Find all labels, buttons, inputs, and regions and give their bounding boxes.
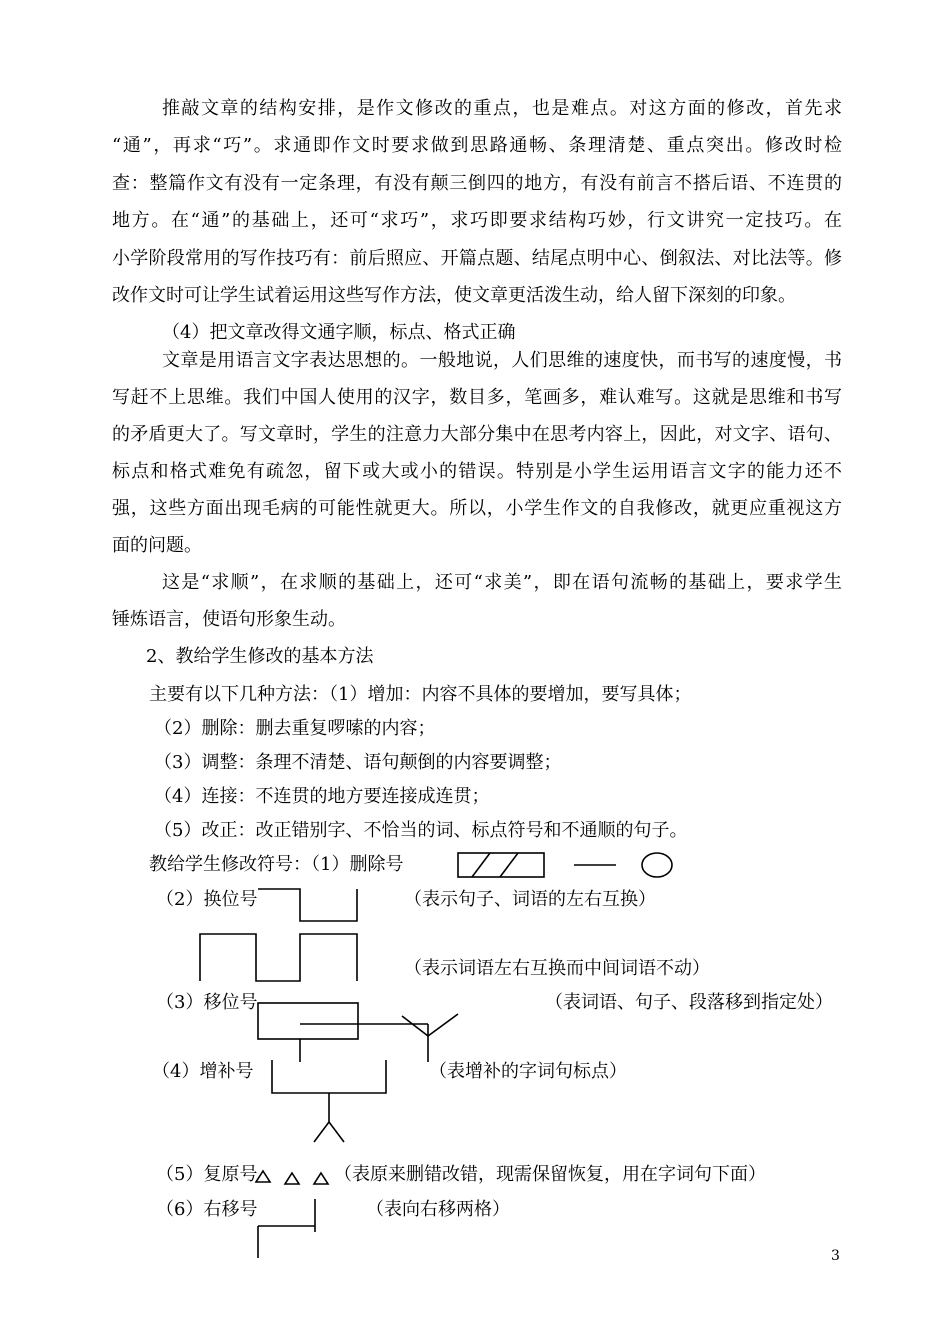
move-label: （3）移位号: [156, 992, 258, 1013]
swap-mark-icon: [258, 889, 357, 921]
method-line: （5）改正：改正错别字、不恰当的词、标点符号和不通顺的句子。: [154, 820, 688, 841]
paragraph-line: 小学阶段常用的写作技巧有：前后照应、开篇点题、结尾点明中心、倒叙法、对比法等。修: [112, 248, 842, 269]
right-shift-mark-icon: [258, 1199, 315, 1258]
paragraph-line: 强，这些方面出现毛病的可能性就更大。所以，小学生作文的自我修改，就更应重视这方: [112, 498, 842, 519]
swap-middle-mark-icon: [200, 934, 357, 981]
paragraph-line: 面的问题。: [112, 535, 202, 556]
paragraph-line: 推敲文章的结构安排，是作文修改的重点，也是难点。对这方面的修改，首先求: [162, 98, 842, 119]
paragraph-line: 的矛盾更大了。写文章时，学生的注意力大部分集中在思考内容上，因此，对文字、语句、: [112, 424, 842, 445]
insert-label: （4）增补号: [152, 1061, 254, 1082]
paragraph-line: 锤炼语言，使语句形象生动。: [112, 609, 346, 630]
paragraph-line: 地方。在“通”的基础上，还可“求巧”，求巧即要求结构巧妙，行文讲究一定技巧。在: [112, 210, 842, 231]
subheading: （4）把文章改得文通字顺，标点、格式正确: [162, 322, 516, 343]
paragraph-line: 查：整篇作文有没有一定条理，有没有颠三倒四的地方，有没有前言不搭后语、不连贯的: [112, 173, 842, 194]
paragraph-line: “通”，再求“巧”。求通即作文时要求做到思路通畅、条理清楚、重点突出。修改时检: [112, 135, 842, 156]
paragraph-line: 标点和格式难免有疏忽，留下或大或小的错误。特别是小学生运用语言文字的能力还不: [112, 461, 842, 482]
swap-desc-2: （表示词语左右互换而中间词语不动）: [404, 958, 710, 979]
method-line: （4）连接：不连贯的地方要连接成连贯；: [154, 786, 490, 807]
right-shift-desc: （表向右移两格）: [366, 1199, 510, 1220]
delete-mark-circle-icon: [642, 853, 672, 877]
symbols-intro: 教给学生修改符号：（1）删除号: [149, 854, 404, 875]
paragraph-line: 写赶不上思维。我们中国人使用的汉字，数目多，笔画多，难认难写。这就是思维和书写: [112, 387, 842, 408]
swap-label: （2）换位号: [156, 889, 258, 910]
paragraph-line: 改作文时可让学生试着运用这些写作方法，使文章更活泼生动，给人留下深刻的印象。: [112, 285, 796, 306]
restore-label: （5）复原号: [156, 1164, 258, 1185]
method-line: 主要有以下几种方法：（1）增加：内容不具体的要增加，要写具体；: [149, 684, 692, 705]
delete-mark-box-icon: [458, 853, 544, 877]
section-heading: 2、教给学生修改的基本方法: [146, 646, 374, 667]
method-line: （2）删除：删去重复啰嗦的内容；: [154, 718, 436, 739]
paragraph-line: 这是“求顺”，在求顺的基础上，还可“求美”，即在语句流畅的基础上，要求学生: [162, 572, 842, 593]
page-number: 3: [831, 1248, 840, 1264]
restore-mark-icon: [256, 1171, 328, 1184]
insert-mark-icon: [272, 1060, 386, 1142]
paragraph-line: 文章是用语言文字表达思想的。一般地说，人们思维的速度快，而书写的速度慢，书: [162, 350, 842, 371]
method-line: （3）调整：条理不清楚、语句颠倒的内容要调整；: [154, 752, 562, 773]
right-shift-label: （6）右移号: [156, 1199, 258, 1220]
insert-desc: （表增补的字词句标点）: [429, 1061, 627, 1082]
restore-desc: （表原来删错改错，现需保留恢复，用在字词句下面）: [334, 1164, 766, 1185]
move-mark-icon: [258, 1003, 458, 1062]
move-desc: （表词语、句子、段落移到指定处）: [545, 992, 833, 1013]
swap-desc: （表示句子、词语的左右互换）: [404, 889, 656, 910]
